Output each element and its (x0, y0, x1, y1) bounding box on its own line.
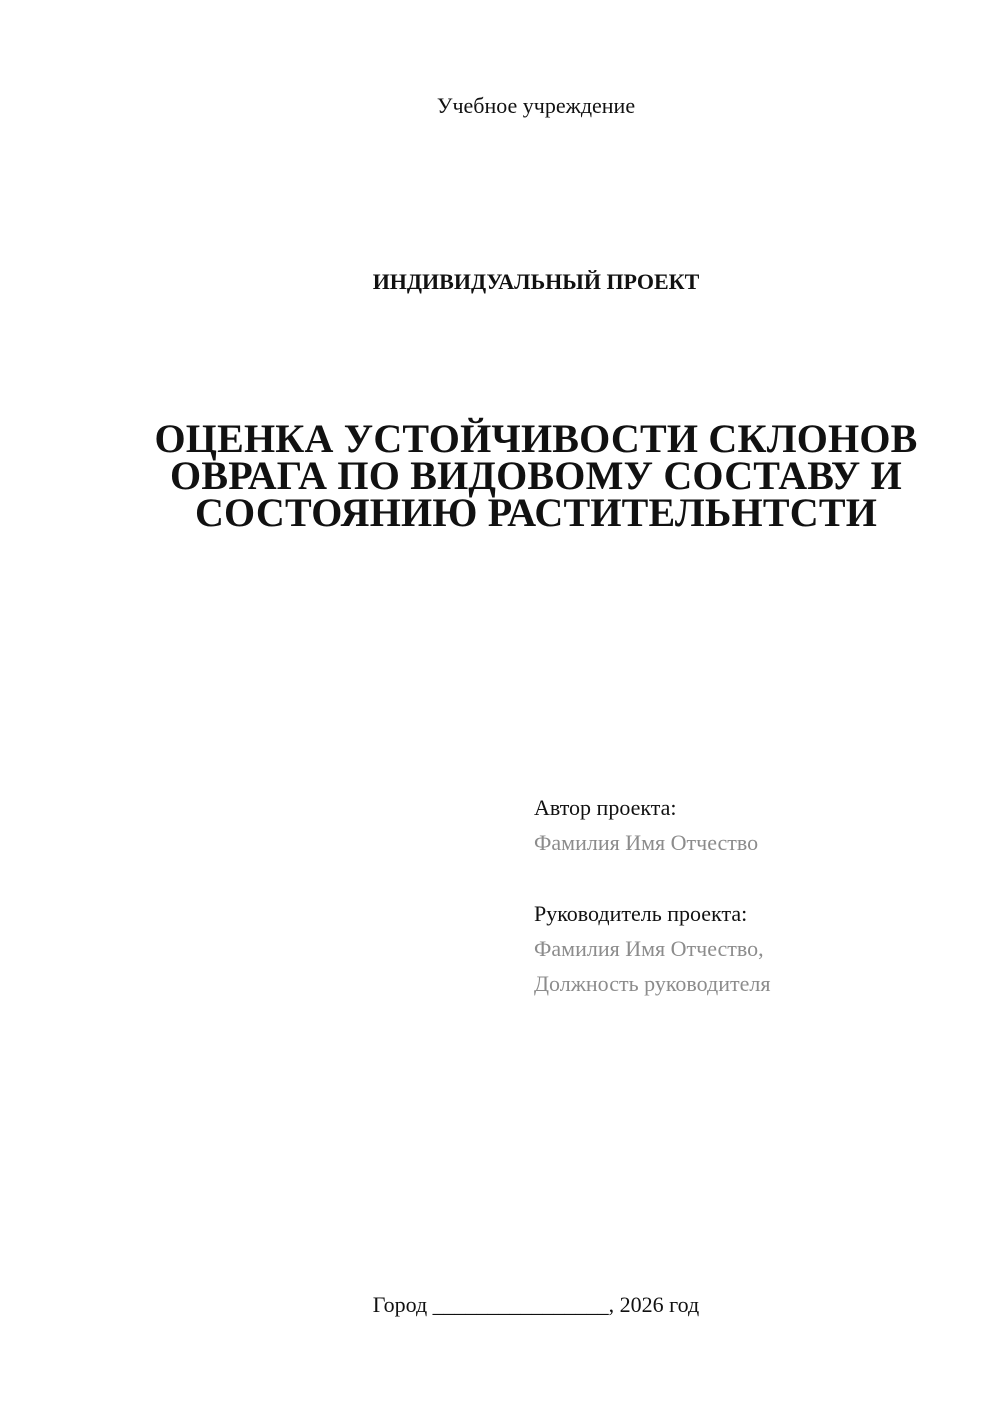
supervisor-name: Фамилия Имя Отчество, (534, 936, 764, 961)
supervisor-label: Руководитель проекта: (534, 901, 748, 926)
author-label: Автор проекта: (534, 795, 677, 820)
document-type: ИНДИВИДУАЛЬНЫЙ ПРОЕКТ (372, 269, 700, 294)
author-name: Фамилия Имя Отчество (534, 830, 759, 855)
project-title (150, 416, 922, 535)
supervisor-position: Должность руководителя (534, 971, 771, 996)
institution-name: Учебное учреждение (436, 93, 636, 118)
spacer (534, 860, 974, 896)
city-year-line: Город ________________, 2026 год (372, 1292, 700, 1317)
title-line-1: ОЦЕНКА УСТОЙЧИВОСТИ СКЛОНОВ (154, 416, 918, 461)
title-line-2: ОВРАГА ПО ВИДОВОМУ СОСТАВУ И (170, 453, 902, 498)
authors-block (534, 790, 974, 1001)
title-line-3: СОСТОЯНИЮ РАСТИТЕЛЬНТСТИ (194, 490, 878, 535)
